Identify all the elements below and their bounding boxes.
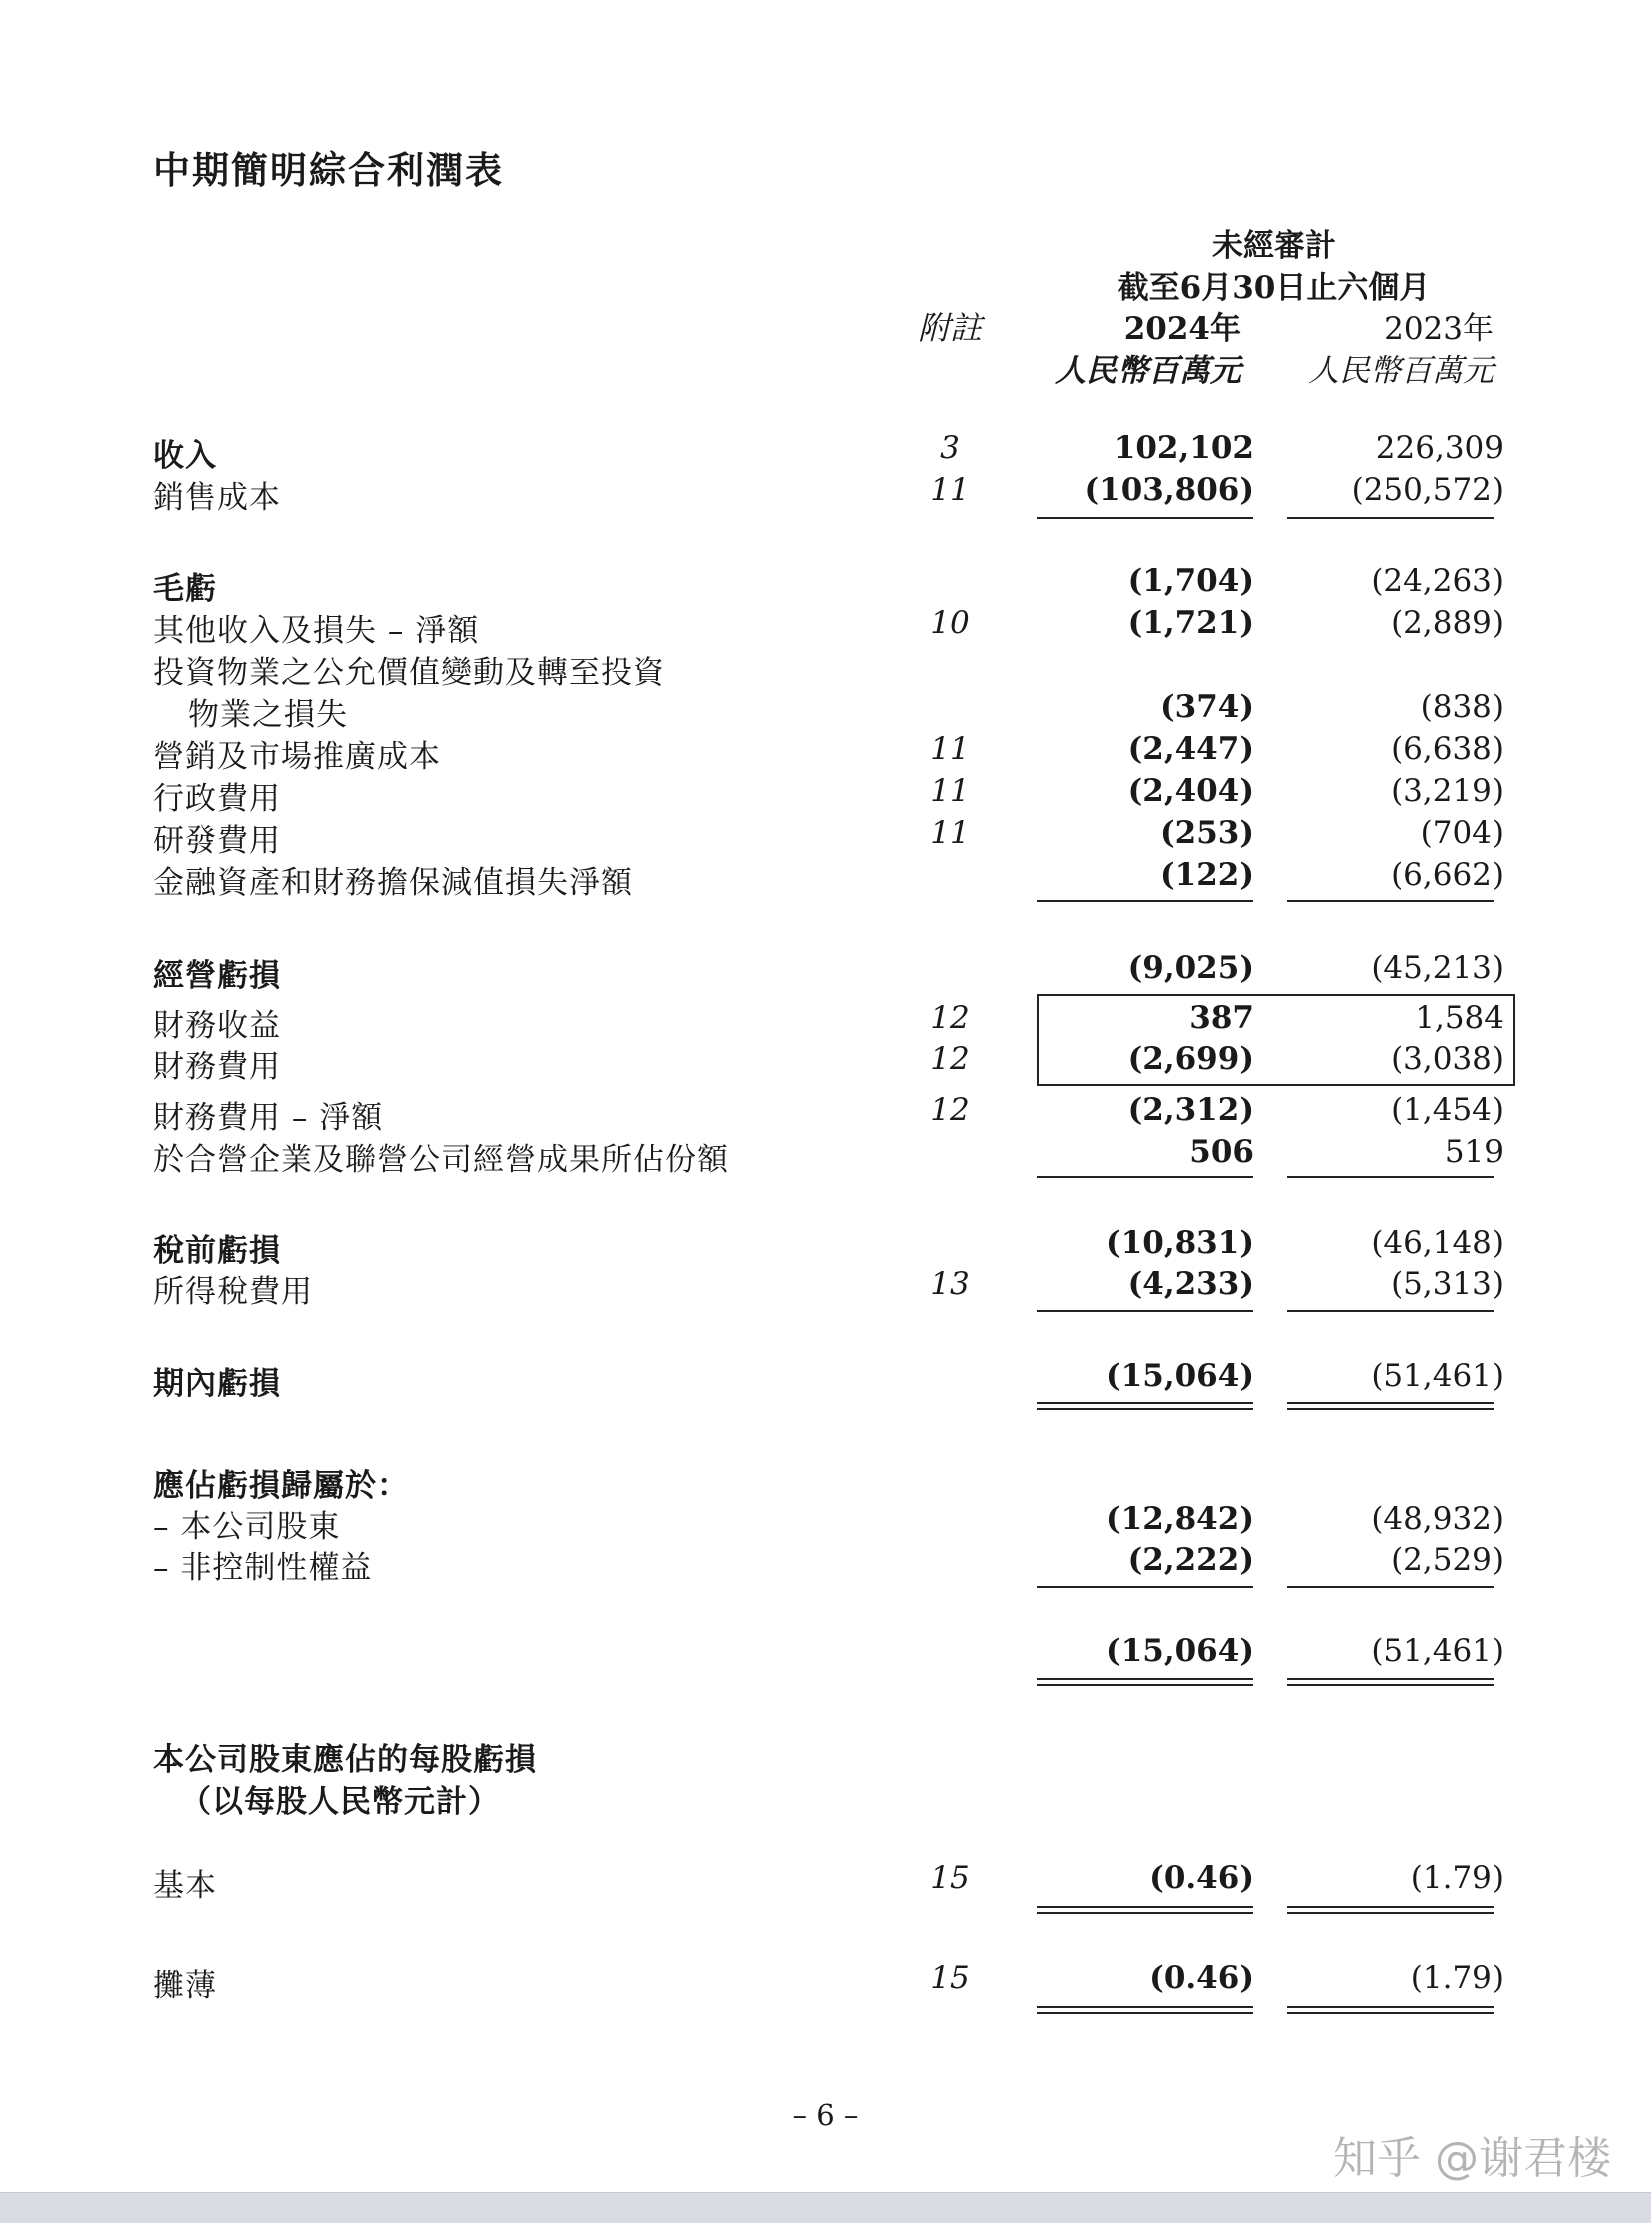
row-note: 11 xyxy=(930,731,970,767)
total-double-rule xyxy=(1037,1402,1253,1410)
row-value-2023: (838) xyxy=(1420,689,1504,725)
row-value-2023: (1,454) xyxy=(1391,1092,1504,1128)
row-label: 稅前虧損 xyxy=(153,1233,281,1269)
row-label: – 本公司股東 xyxy=(153,1509,341,1545)
row-value-2023: (6,662) xyxy=(1391,857,1504,893)
header-unit-2024: 人民幣百萬元 xyxy=(1055,353,1241,389)
row-label: 投資物業之公允價值變動及轉至投資 xyxy=(153,655,665,691)
row-value-2024: 387 xyxy=(1189,1000,1254,1036)
row-label: 行政費用 xyxy=(153,781,281,817)
row-note: 10 xyxy=(930,605,970,641)
bottom-scroll-strip xyxy=(0,2192,1651,2223)
row-value-2024: (1,721) xyxy=(1127,605,1254,641)
row-value-2023: 519 xyxy=(1444,1134,1504,1170)
total-double-rule xyxy=(1287,1678,1494,1686)
total-double-rule xyxy=(1037,1906,1253,1914)
row-label: 財務費用 xyxy=(153,1049,281,1085)
subtotal-rule xyxy=(1037,900,1253,902)
row-note: 12 xyxy=(930,1000,970,1036)
row-label: 營銷及市場推廣成本 xyxy=(153,739,441,775)
row-value-2024: (2,699) xyxy=(1127,1041,1254,1077)
row-value-2024: (2,447) xyxy=(1127,731,1254,767)
row-value-2024: (10,831) xyxy=(1106,1225,1254,1261)
row-note: 11 xyxy=(930,773,970,809)
row-label: 攤薄 xyxy=(153,1968,217,2004)
row-value-2023: (1.79) xyxy=(1410,1960,1504,1996)
header-unit-2023: 人民幣百萬元 xyxy=(1308,353,1494,389)
row-note: 3 xyxy=(940,430,960,466)
row-value-2023: (3,219) xyxy=(1391,773,1504,809)
row-value-2024: 506 xyxy=(1189,1134,1254,1170)
row-label: 所得稅費用 xyxy=(153,1274,313,1310)
row-note: 12 xyxy=(930,1092,970,1128)
total-double-rule xyxy=(1037,1678,1253,1686)
row-value-2023: (51,461) xyxy=(1371,1633,1504,1669)
row-label: 金融資產和財務擔保減值損失淨額 xyxy=(153,865,633,901)
row-value-2024: (4,233) xyxy=(1127,1266,1254,1302)
subtotal-rule xyxy=(1287,1586,1494,1588)
row-note: 15 xyxy=(930,1960,970,1996)
row-label: 期內虧損 xyxy=(153,1366,281,1402)
header-note: 附註 xyxy=(917,309,982,347)
row-value-2023: (45,213) xyxy=(1371,950,1504,986)
row-value-2024: 102,102 xyxy=(1113,430,1254,466)
row-value-2024: (122) xyxy=(1159,857,1254,893)
total-double-rule xyxy=(1287,1402,1494,1410)
row-label: 銷售成本 xyxy=(153,480,281,516)
row-value-2024: (15,064) xyxy=(1106,1358,1254,1394)
row-note: 11 xyxy=(930,815,970,851)
row-label: 財務費用 – 淨額 xyxy=(153,1100,384,1136)
row-label: 物業之損失 xyxy=(188,697,348,733)
row-value-2024: (0.46) xyxy=(1149,1860,1254,1896)
row-value-2023: (51,461) xyxy=(1371,1358,1504,1394)
subtotal-rule xyxy=(1037,1586,1253,1588)
row-value-2024: (2,222) xyxy=(1127,1542,1254,1578)
row-value-2023: (46,148) xyxy=(1371,1225,1504,1261)
row-value-2023: 226,309 xyxy=(1375,430,1504,466)
watermark: 知乎 @谢君楼 xyxy=(1333,2133,1611,2184)
row-label: 應佔虧損歸屬於： xyxy=(153,1468,409,1504)
row-label: （以每股人民幣元計） xyxy=(180,1784,500,1820)
row-value-2023: (2,889) xyxy=(1391,605,1504,641)
row-value-2023: (2,529) xyxy=(1391,1542,1504,1578)
total-double-rule xyxy=(1287,2006,1494,2014)
row-value-2023: (6,638) xyxy=(1391,731,1504,767)
header-year-2023: 2023年 xyxy=(1384,311,1494,347)
row-value-2023: (1.79) xyxy=(1410,1860,1504,1896)
header-audit: 未經審計 xyxy=(1212,228,1336,264)
subtotal-rule xyxy=(1287,1176,1494,1178)
row-value-2023: (250,572) xyxy=(1351,472,1504,508)
subtotal-rule xyxy=(1037,1310,1253,1312)
row-value-2024: (2,312) xyxy=(1127,1092,1254,1128)
subtotal-rule xyxy=(1287,1310,1494,1312)
subtotal-rule xyxy=(1287,517,1494,519)
total-double-rule xyxy=(1037,2006,1253,2014)
row-value-2024: (9,025) xyxy=(1127,950,1254,986)
row-note: 15 xyxy=(930,1860,970,1896)
row-label: 基本 xyxy=(153,1868,217,1904)
row-value-2023: (48,932) xyxy=(1371,1501,1504,1537)
header-year-2024: 2024年 xyxy=(1123,311,1241,347)
row-value-2024: (12,842) xyxy=(1106,1501,1254,1537)
row-value-2024: (0.46) xyxy=(1149,1960,1254,1996)
page-title: 中期簡明綜合利潤表 xyxy=(153,148,504,192)
row-label: 財務收益 xyxy=(153,1008,281,1044)
row-label: 研發費用 xyxy=(153,823,281,859)
row-note: 12 xyxy=(930,1041,970,1077)
row-value-2023: (5,313) xyxy=(1391,1266,1504,1302)
row-note: 11 xyxy=(930,472,970,508)
page-number: – 6 – xyxy=(792,2098,859,2132)
header-period: 截至6月30日止六個月 xyxy=(1117,270,1431,306)
row-note: 13 xyxy=(930,1266,970,1302)
row-value-2023: (24,263) xyxy=(1371,563,1504,599)
row-label: 收入 xyxy=(153,438,217,474)
row-value-2023: 1,584 xyxy=(1415,1000,1504,1036)
subtotal-rule xyxy=(1037,1176,1253,1178)
subtotal-rule xyxy=(1287,900,1494,902)
row-value-2024: (1,704) xyxy=(1127,563,1254,599)
row-label: – 非控制性權益 xyxy=(153,1550,373,1586)
row-value-2024: (253) xyxy=(1159,815,1254,851)
row-label: 毛虧 xyxy=(153,571,217,607)
subtotal-rule xyxy=(1037,517,1253,519)
row-value-2024: (15,064) xyxy=(1106,1633,1254,1669)
row-label: 於合營企業及聯營公司經營成果所佔份額 xyxy=(153,1142,729,1178)
row-value-2023: (704) xyxy=(1420,815,1504,851)
row-label: 其他收入及損失 – 淨額 xyxy=(153,613,480,649)
row-value-2024: (103,806) xyxy=(1084,472,1254,508)
row-label: 本公司股東應佔的每股虧損 xyxy=(153,1742,537,1778)
row-value-2024: (374) xyxy=(1159,689,1254,725)
row-value-2023: (3,038) xyxy=(1391,1041,1504,1077)
total-double-rule xyxy=(1287,1906,1494,1914)
row-label: 經營虧損 xyxy=(153,958,281,994)
row-value-2024: (2,404) xyxy=(1127,773,1254,809)
